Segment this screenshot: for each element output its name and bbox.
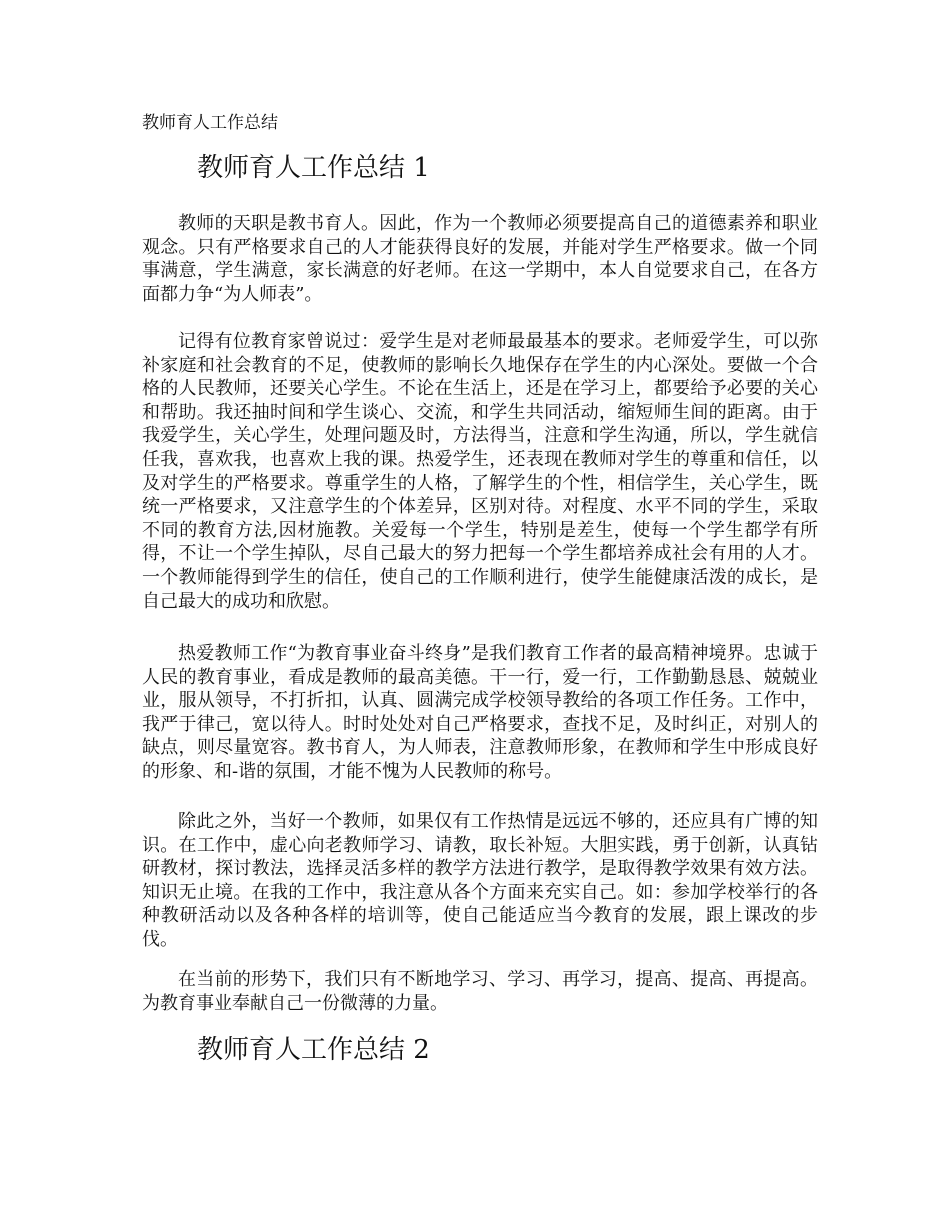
document-title: 教师育人工作总结	[142, 113, 278, 133]
paragraph-1: 教师的天职是教书育人。因此，作为一个教师必须要提高自己的道德素养和职业观念。只有严格要求自己的人才能获得良好的发展，并能对学生严格要求。做一个同事满意，学生满意，家长满意的好老师。在这一学期中，本人自觉要求自己，在各方面都力争“为人师表”。	[142, 213, 818, 305]
paragraph-3: 热爱教师工作“为教育事业奋斗终身”是我们教育工作者的最高精神境界。忠诚于人民的教育事业，看成是教师的最高美德。干一行，爱一行，工作勤勤恳恳、兢兢业业，服从领导，不打折扣，认真、圆满完成学校领导教给的各项工作任务。工作中，我严于律己，宽以待人。时时处处对自己严格要求，查找不足，及时纠正，对别人的缺点，则尽量宽容。教书育人，为人师表，注意教师形象，在教师和学生中形成良好的形象、和-谐的氛围，才能不愧为人民教师的称号。	[142, 643, 818, 782]
paragraph-5: 在当前的形势下，我们只有不断地学习、学习、再学习，提高、提高、再提高。为教育事业奉献自己一份微薄的力量。	[142, 969, 818, 1014]
section-heading-1: 教师育人工作总结 1	[197, 153, 430, 183]
paragraph-4: 除此之外，当好一个教师，如果仅有工作热情是远远不够的，还应具有广博的知识。在工作中，虚心向老教师学习、请教，取长补短。大胆实践，勇于创新，认真钻研教材，探讨教法，选择灵活多样的教学方法进行教学，是取得教学效果有效方法。知识无止境。在我的工作中，我注意从各个方面来充实自己。如：参加学校举行的各种教研活动以及各种各样的培训等，使自己能适应当今教育的发展，跟上课改的步伐。	[142, 811, 818, 950]
section-heading-2: 教师育人工作总结 2	[197, 1035, 430, 1065]
paragraph-2: 记得有位教育家曾说过：爱学生是对老师最最基本的要求。老师爱学生，可以弥补家庭和社会教育的不足，使教师的影响长久地保存在学生的内心深处。要做一个合格的人民教师，还要关心学生。不论在生活上，还是在学习上，都要给予必要的关心和帮助。我还抽时间和学生谈心、交流，和学生共同活动，缩短师生间的距离。由于我爱学生，关心学生，处理问题及时，方法得当，注意和学生沟通，所以，学生就信任我，喜欢我，也喜欢上我的课。热爱学生，还表现在教师对学生的尊重和信任，以及对学生的严格要求。尊重学生的人格，了解学生的个性，相信学生，关心学生，既统一严格要求，又注意学生的个体差异，区别对待。对程度、水平不同的学生，采取不同的教育方法,因材施教。关爱每一个学生，特别是差生，使每一个学生都学有所得，不让一个学生掉队，尽自己最大的努力把每一个学生都培养成社会有用的人才。一个教师能得到学生的信任，使自己的工作顺利进行，使学生能健康活泼的成长，是自己最大的成功和欣慰。	[142, 331, 818, 612]
